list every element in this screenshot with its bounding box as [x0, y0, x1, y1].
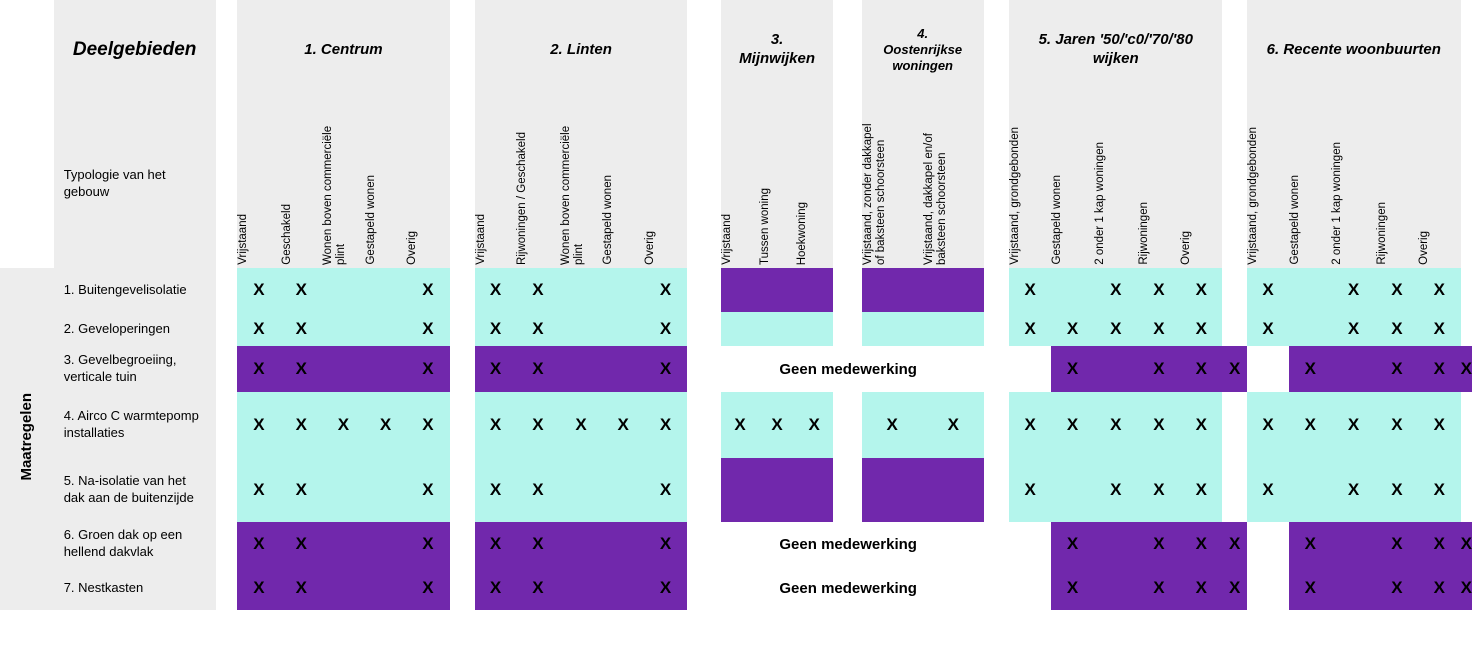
cell-r2-g1-c3 [322, 312, 365, 346]
table-row [0, 392, 1472, 458]
cell-r2-g3-c2 [759, 312, 796, 346]
cell-r2-g6-c3: X [1331, 312, 1375, 346]
cell-r2-g2-c3 [560, 312, 603, 346]
group-3-name: Mijnwijken [739, 50, 815, 67]
spacer [450, 566, 475, 610]
cell-r7-g5-c1: X [1051, 566, 1093, 610]
spacer [833, 0, 862, 100]
group-4-name: Oostenrijkse woningen [883, 41, 963, 74]
spacer [450, 392, 475, 458]
spacer [216, 100, 238, 268]
cell-r2-g6-c2 [1289, 312, 1331, 346]
cell-r7-g6-c1: X [1289, 566, 1331, 610]
col-g1-c3: Wonen boven commerciële plint [322, 100, 365, 268]
cell-r4-g2-c1: X [475, 392, 516, 458]
col-g3-c1: Vrijstaand [721, 100, 758, 268]
cell-r5-g1-c2: X [281, 458, 322, 522]
col-g1-c4: Gestapeld wonen [365, 100, 406, 268]
cell-r5-g5-c5: X [1180, 458, 1222, 522]
cell-r5-g3-c1 [721, 458, 758, 522]
spacer [450, 0, 475, 100]
cell-r4-g4-c1: X [862, 392, 923, 458]
cell-r5-g4-c1 [862, 458, 923, 522]
cell-r6-g6-c1: X [1289, 522, 1331, 566]
cell-r2-g2-c5: X [644, 312, 687, 346]
cell-r2-g3-c1 [721, 312, 758, 346]
group-5-num: 5. [1038, 31, 1052, 49]
cell-r5-g2-c4 [602, 458, 643, 522]
group-header-2 [475, 0, 687, 100]
cell-r3-g6-c2 [1331, 346, 1375, 392]
spacer [1222, 312, 1246, 346]
cell-r5-g5-c1: X [1009, 458, 1051, 522]
cell-r2-g1-c4 [365, 312, 406, 346]
cell-r5-g6-c4: X [1376, 458, 1418, 522]
group-header-row [0, 0, 1472, 100]
table-row [0, 268, 1472, 312]
group-header-4 [862, 0, 984, 100]
spacer [984, 392, 1009, 458]
col-g6-c2: Gestapeld wonen [1289, 100, 1331, 268]
no-cooperation-note-r6: Geen medewerking [687, 522, 1009, 566]
table-row [0, 522, 1472, 566]
cell-r6-g6-c4: X [1418, 522, 1461, 566]
spacer [216, 268, 238, 312]
cell-r4-g1-c5: X [406, 392, 449, 458]
cell-r3-g1-c5: X [406, 346, 449, 392]
spacer [687, 458, 721, 522]
cell-r5-g1-c3 [322, 458, 365, 522]
cell-r2-g1-c2: X [281, 312, 322, 346]
cell-r3-g6-c4: X [1418, 346, 1461, 392]
col-g6-c1: Vrijstaand, grondgebonden [1247, 100, 1289, 268]
cell-r1-g2-c4 [602, 268, 643, 312]
col-g4-c2: Vrijstaand, dakkapel en/of baksteen schoorsteen [923, 100, 984, 268]
measure-label-7: 7. Nestkasten [54, 566, 216, 610]
col-g1-c1: Vrijstaand [237, 100, 280, 268]
cell-r3-g5-c1: X [1051, 346, 1093, 392]
cell-r4-g1-c2: X [281, 392, 322, 458]
cell-r1-g3-c3 [796, 268, 833, 312]
table-row [0, 458, 1472, 522]
cell-r6-g2-c4 [602, 522, 643, 566]
spacer [1222, 458, 1246, 522]
measure-label-1: 1. Buitengevelisolatie [54, 268, 216, 312]
cell-r1-g2-c3 [560, 268, 603, 312]
spacer [833, 392, 862, 458]
cell-r7-g5-c2 [1094, 566, 1138, 610]
cell-r2-g4-c2 [923, 312, 984, 346]
spacer [1247, 346, 1289, 392]
spacer [216, 312, 238, 346]
cell-r2-g1-c1: X [237, 312, 280, 346]
col-g5-c2: Gestapeld wonen [1051, 100, 1093, 268]
typology-header-row [0, 100, 1472, 268]
cell-r4-g2-c4: X [602, 392, 643, 458]
col-g5-c1: Vrijstaand, grondgebonden [1009, 100, 1051, 268]
cell-r2-g5-c5: X [1180, 312, 1222, 346]
cell-r4-g3-c3: X [796, 392, 833, 458]
cell-r5-g5-c2 [1051, 458, 1093, 522]
cell-r2-g4-c1 [862, 312, 923, 346]
cell-r4-g5-c2: X [1051, 392, 1093, 458]
cell-r5-g1-c5: X [406, 458, 449, 522]
spacer [1247, 566, 1289, 610]
cell-r4-g6-c1: X [1247, 392, 1289, 458]
cell-r5-g2-c5: X [644, 458, 687, 522]
cell-r6-g5-c1: X [1051, 522, 1093, 566]
measure-label-3: 3. Gevelbegroeiing, verticale tuin [54, 346, 216, 392]
spacer [687, 100, 721, 268]
cell-r3-g6-c1: X [1289, 346, 1331, 392]
col-g2-c1: Vrijstaand [475, 100, 516, 268]
group-4-num: 4. [917, 25, 929, 41]
cell-r6-g1-c2: X [281, 522, 322, 566]
spacer [216, 0, 238, 100]
cell-r7-g1-c4 [365, 566, 406, 610]
cell-r1-g5-c3: X [1094, 268, 1138, 312]
cell-r4-g5-c3: X [1094, 392, 1138, 458]
spacer [984, 458, 1009, 522]
cell-r7-g5-c5: X [1222, 566, 1246, 610]
cell-r2-g6-c1: X [1247, 312, 1289, 346]
col-g1-c2: Geschakeld [281, 100, 322, 268]
spacer [216, 346, 238, 392]
cell-r7-g6-c2 [1331, 566, 1375, 610]
cell-r7-g6-c5: X [1461, 566, 1472, 610]
cell-r6-g5-c3: X [1138, 522, 1180, 566]
spacer [216, 522, 238, 566]
cell-r6-g1-c5: X [406, 522, 449, 566]
cell-r4-g2-c5: X [644, 392, 687, 458]
cell-r3-g5-c4: X [1180, 346, 1222, 392]
cell-r4-g3-c1: X [721, 392, 758, 458]
cell-r6-g6-c5: X [1461, 522, 1472, 566]
measure-label-5: 5. Na-isolatie van het dak aan de buitenzijde [54, 458, 216, 522]
group-6-name: Recente woonbuurten [1283, 40, 1441, 58]
cell-r1-g3-c2 [759, 268, 796, 312]
col-g1-c5: Overig [406, 100, 449, 268]
no-cooperation-note-r7: Geen medewerking [687, 566, 1009, 610]
col-g2-c5: Overig [644, 100, 687, 268]
group-1-name: Centrum [320, 40, 383, 58]
spacer [216, 458, 238, 522]
cell-r4-g5-c5: X [1180, 392, 1222, 458]
cell-r6-g6-c3: X [1376, 522, 1418, 566]
cell-r4-g1-c3: X [322, 392, 365, 458]
spacer [833, 458, 862, 522]
spacer [984, 0, 1009, 100]
group-header-6 [1247, 0, 1461, 100]
spacer [833, 312, 862, 346]
group-2-num: 2. [550, 40, 563, 58]
spacer [450, 458, 475, 522]
col-g6-c5: Overig [1418, 100, 1461, 268]
cell-r1-g1-c2: X [281, 268, 322, 312]
cell-r4-g6-c2: X [1289, 392, 1331, 458]
col-g5-c5: Overig [1180, 100, 1222, 268]
cell-r2-g6-c5: X [1418, 312, 1461, 346]
measure-label-4: 4. Airco C warmtepomp installaties [54, 392, 216, 458]
spacer [450, 268, 475, 312]
cell-r4-g1-c1: X [237, 392, 280, 458]
cell-r1-g2-c1: X [475, 268, 516, 312]
cell-r1-g3-c1 [721, 268, 758, 312]
col-g5-c4: Rijwoningen [1138, 100, 1180, 268]
cell-r7-g5-c4: X [1180, 566, 1222, 610]
cell-r5-g5-c3: X [1094, 458, 1138, 522]
col-g3-c3: Hoekwoning [796, 100, 833, 268]
cell-r3-g5-c3: X [1138, 346, 1180, 392]
cell-r2-g2-c1: X [475, 312, 516, 346]
cell-r3-g2-c2: X [516, 346, 559, 392]
group-5-name: Jaren '50/'c0/'70/'80 wijken [1055, 31, 1193, 67]
col-g2-c2: Rijwoningen / Geschakeld [516, 100, 559, 268]
cell-r7-g2-c5: X [644, 566, 687, 610]
cell-r1-g6-c5: X [1418, 268, 1461, 312]
cell-r6-g2-c2: X [516, 522, 559, 566]
cell-r6-g1-c3 [322, 522, 365, 566]
measure-label-6: 6. Groen dak op een hellend dakvlak [54, 522, 216, 566]
cell-r6-g1-c4 [365, 522, 406, 566]
cell-r2-g5-c1: X [1009, 312, 1051, 346]
cell-r1-g4-c2 [923, 268, 984, 312]
cell-r7-g1-c1: X [237, 566, 280, 610]
cell-r7-g2-c3 [560, 566, 603, 610]
cell-r1-g4-c1 [862, 268, 923, 312]
cell-r3-g2-c5: X [644, 346, 687, 392]
no-cooperation-note-r3: Geen medewerking [687, 346, 1009, 392]
cell-r1-g5-c5: X [1180, 268, 1222, 312]
cell-r3-g1-c2: X [281, 346, 322, 392]
cell-r2-g5-c2: X [1051, 312, 1093, 346]
cell-r5-g6-c2 [1289, 458, 1331, 522]
spacer [1222, 392, 1246, 458]
cell-r2-g3-c3 [796, 312, 833, 346]
table-row [0, 312, 1472, 346]
cell-r5-g2-c3 [560, 458, 603, 522]
cell-r6-g5-c2 [1094, 522, 1138, 566]
spacer [216, 566, 238, 610]
cell-r4-g6-c5: X [1418, 392, 1461, 458]
cell-r3-g5-c2 [1094, 346, 1138, 392]
spacer [450, 346, 475, 392]
cell-r7-g6-c3: X [1376, 566, 1418, 610]
cell-r3-g2-c4 [602, 346, 643, 392]
spacer [1009, 346, 1051, 392]
cell-r1-g1-c5: X [406, 268, 449, 312]
cell-r5-g1-c4 [365, 458, 406, 522]
cell-r4-g6-c3: X [1331, 392, 1375, 458]
cell-r2-g2-c4 [602, 312, 643, 346]
cell-r4-g5-c1: X [1009, 392, 1051, 458]
group-header-1 [237, 0, 449, 100]
side-label-maatregelen: Maatregelen [0, 268, 54, 610]
cell-r1-g1-c3 [322, 268, 365, 312]
cell-r7-g2-c1: X [475, 566, 516, 610]
group-header-5 [1009, 0, 1222, 100]
cell-r4-g4-c2: X [923, 392, 984, 458]
table-row [0, 346, 1472, 392]
cell-r2-g6-c4: X [1376, 312, 1418, 346]
cell-r1-g2-c2: X [516, 268, 559, 312]
cell-r4-g1-c4: X [365, 392, 406, 458]
cell-r5-g6-c5: X [1418, 458, 1461, 522]
cell-r5-g6-c3: X [1331, 458, 1375, 522]
cell-r3-g1-c1: X [237, 346, 280, 392]
cell-r1-g5-c2 [1051, 268, 1093, 312]
cell-r7-g1-c2: X [281, 566, 322, 610]
cell-r1-g1-c4 [365, 268, 406, 312]
cell-r5-g2-c1: X [475, 458, 516, 522]
cell-r6-g1-c1: X [237, 522, 280, 566]
spacer [1009, 566, 1051, 610]
spacer [687, 312, 721, 346]
col-g6-c4: Rijwoningen [1376, 100, 1418, 268]
cell-r6-g6-c2 [1331, 522, 1375, 566]
spacer [984, 312, 1009, 346]
cell-r1-g5-c1: X [1009, 268, 1051, 312]
spacer [450, 312, 475, 346]
spacer [1222, 0, 1246, 100]
spacer [833, 100, 862, 268]
cell-r5-g2-c2: X [516, 458, 559, 522]
cell-r6-g2-c1: X [475, 522, 516, 566]
col-g3-c2: Tussen woning [759, 100, 796, 268]
spacer [687, 392, 721, 458]
group-3-num: 3. [770, 31, 784, 49]
spacer [0, 100, 54, 268]
cell-r1-g2-c5: X [644, 268, 687, 312]
spacer [687, 0, 721, 100]
cell-r3-g2-c3 [560, 346, 603, 392]
table-row [0, 566, 1472, 610]
spacer [1222, 100, 1246, 268]
spacer [1247, 522, 1289, 566]
cell-r3-g2-c1: X [475, 346, 516, 392]
col-g6-c3: 2 onder 1 kap woningen [1331, 100, 1375, 268]
cell-r2-g2-c2: X [516, 312, 559, 346]
cell-r7-g2-c2: X [516, 566, 559, 610]
cell-r4-g6-c4: X [1376, 392, 1418, 458]
col-g4-c1: Vrijstaand, zonder dakkapel of baksteen schoorsteen [862, 100, 923, 268]
cell-r3-g6-c3: X [1376, 346, 1418, 392]
cell-r6-g5-c4: X [1180, 522, 1222, 566]
measure-label-2: 2. Geveloperingen [54, 312, 216, 346]
group-6-num: 6. [1266, 40, 1280, 58]
cell-r5-g4-c2 [923, 458, 984, 522]
spacer [984, 268, 1009, 312]
cell-r3-g1-c3 [322, 346, 365, 392]
cell-r6-g2-c5: X [644, 522, 687, 566]
cell-r3-g1-c4 [365, 346, 406, 392]
spacer [450, 100, 475, 268]
spacer [1009, 522, 1051, 566]
cell-r7-g1-c5: X [406, 566, 449, 610]
cell-r5-g5-c4: X [1138, 458, 1180, 522]
cell-r1-g6-c4: X [1376, 268, 1418, 312]
cell-r5-g3-c2 [759, 458, 796, 522]
spacer [216, 392, 238, 458]
corner-spacer [0, 0, 54, 100]
spacer [984, 100, 1009, 268]
cell-r4-g3-c2: X [759, 392, 796, 458]
spacer [833, 268, 862, 312]
group-2-name: Linten [566, 40, 612, 58]
matrix-rows [0, 268, 1472, 610]
cell-r3-g5-c5: X [1222, 346, 1246, 392]
cell-r5-g6-c1: X [1247, 458, 1289, 522]
cell-r4-g2-c2: X [516, 392, 559, 458]
spacer [450, 522, 475, 566]
cell-r2-g5-c4: X [1138, 312, 1180, 346]
cell-r1-g6-c2 [1289, 268, 1331, 312]
cell-r2-g5-c3: X [1094, 312, 1138, 346]
group-header-3 [721, 0, 832, 100]
spacer [687, 268, 721, 312]
cell-r1-g6-c3: X [1331, 268, 1375, 312]
page-title: Deelgebieden [54, 0, 216, 100]
cell-r4-g2-c3: X [560, 392, 603, 458]
group-1-num: 1. [304, 40, 317, 58]
cell-r3-g6-c5: X [1461, 346, 1472, 392]
cell-r7-g5-c3: X [1138, 566, 1180, 610]
cell-r1-g6-c1: X [1247, 268, 1289, 312]
cell-r1-g5-c4: X [1138, 268, 1180, 312]
cell-r6-g2-c3 [560, 522, 603, 566]
cell-r5-g1-c1: X [237, 458, 280, 522]
spacer [1222, 268, 1246, 312]
cell-r6-g5-c5: X [1222, 522, 1246, 566]
col-g2-c4: Gestapeld wonen [602, 100, 643, 268]
cell-r4-g5-c4: X [1138, 392, 1180, 458]
cell-r5-g3-c3 [796, 458, 833, 522]
cell-r7-g1-c3 [322, 566, 365, 610]
col-g5-c3: 2 onder 1 kap woningen [1094, 100, 1138, 268]
cell-r7-g6-c4: X [1418, 566, 1461, 610]
cell-r2-g1-c5: X [406, 312, 449, 346]
col-g2-c3: Wonen boven commerciële plint [560, 100, 603, 268]
cell-r7-g2-c4 [602, 566, 643, 610]
cell-r1-g1-c1: X [237, 268, 280, 312]
typology-label: Typologie van het gebouw [54, 100, 216, 268]
